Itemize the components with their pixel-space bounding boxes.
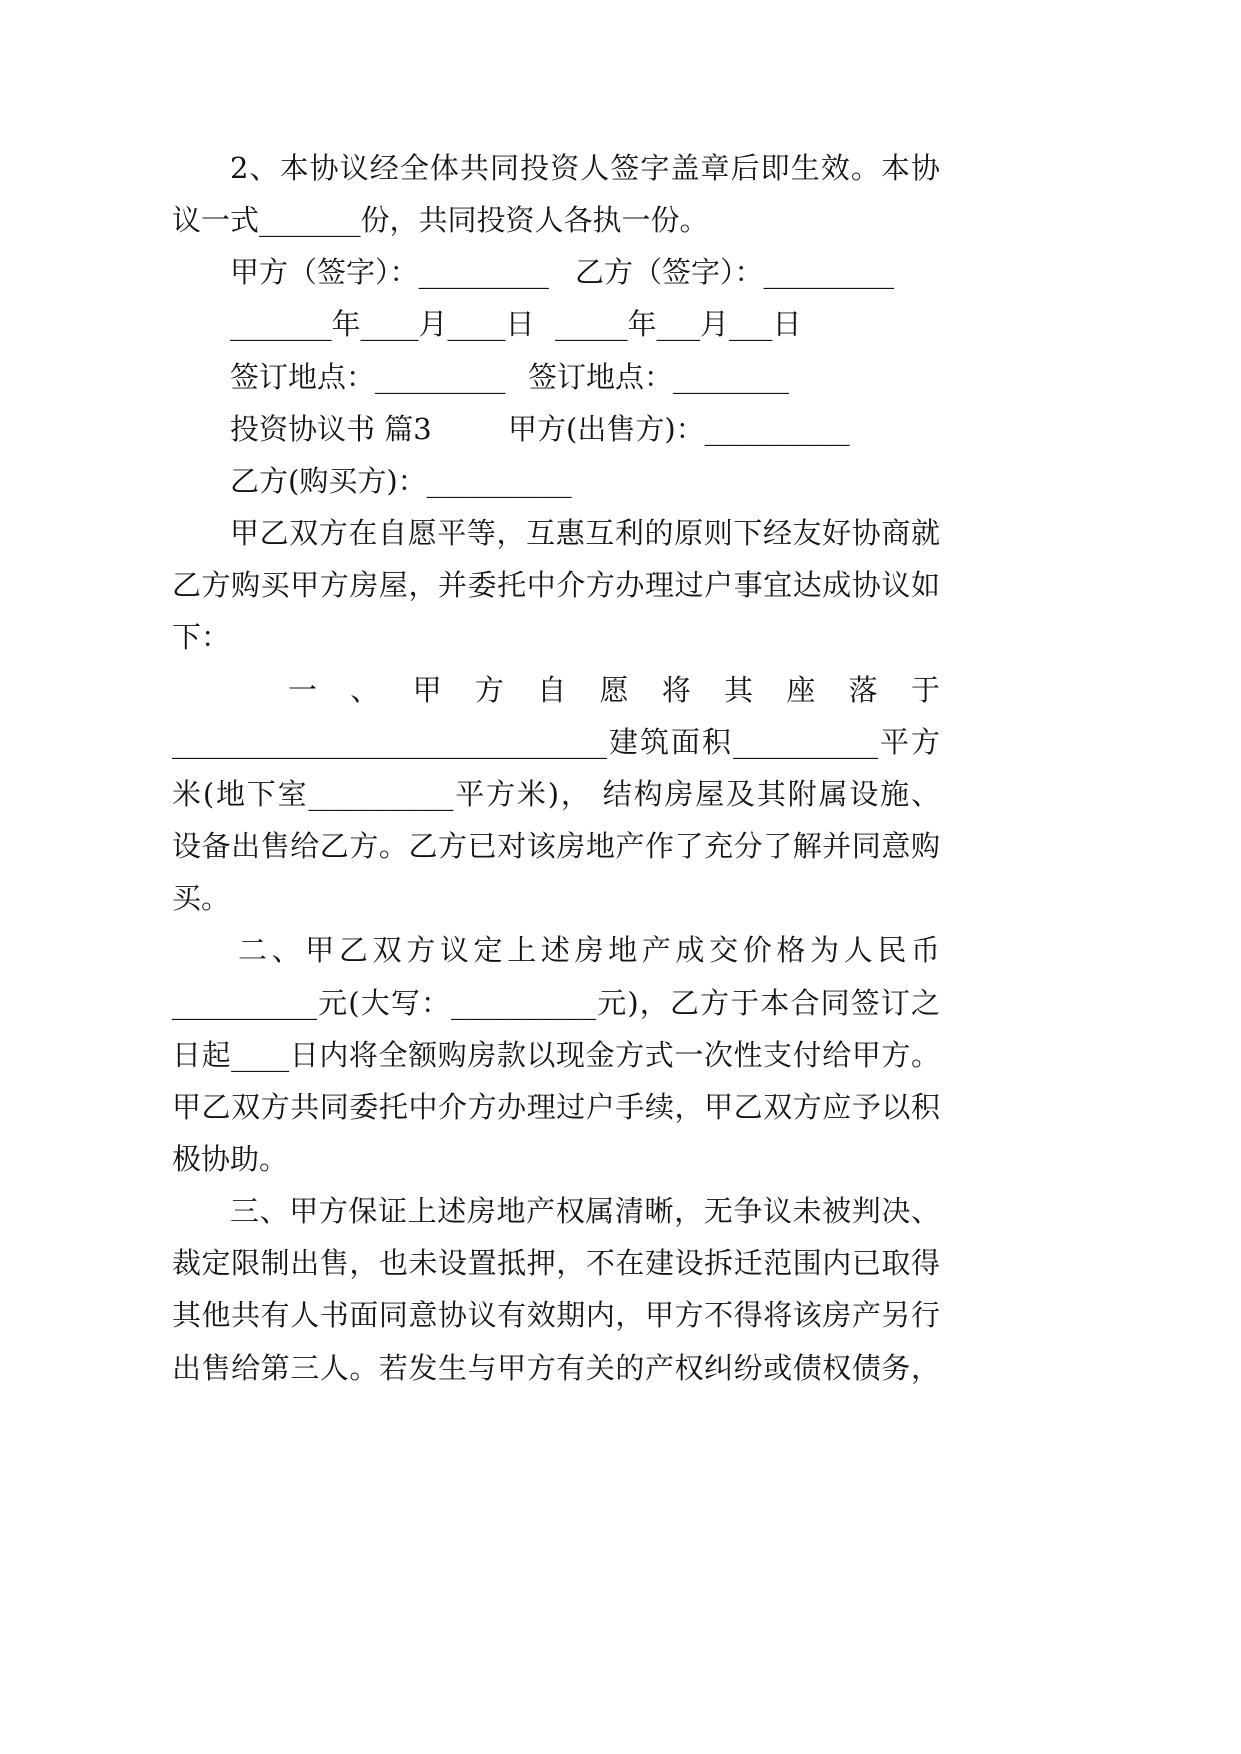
party-a-signing-date: _______年____月____日 (230, 307, 535, 342)
seller-field: 甲方(出售方)：__________ (508, 411, 850, 446)
article-3-line: 三、甲方保证上述房地产权属清晰，无争议未被判决、 (230, 1194, 940, 1229)
buyer-field: 乙方(购买方)：__________ (230, 463, 572, 498)
preamble-line: 下： (172, 620, 231, 655)
article-3-line: 出售给第三人。若发生与甲方有关的产权纠纷或债权债务， (172, 1350, 940, 1385)
party-b-signature-field: 乙方（签字）：_________ (575, 255, 895, 290)
document-body (172, 142, 940, 1394)
clause-2-line: 2、本协议经全体共同投资人签字盖章后即生效。本协 (230, 151, 940, 185)
signing-date-row (172, 298, 940, 350)
preamble-line: 甲乙双方在自愿平等，互惠互利的原则下经友好协商就 (230, 516, 940, 551)
party-b-signing-place: 签订地点：________ (528, 359, 790, 394)
article-2-line: 甲乙双方共同委托中介方办理过户手续，甲乙双方应予以积 (172, 1089, 940, 1124)
agreement-title: 投资协议书 篇3 (230, 411, 432, 446)
preamble-line: 乙方购买甲方房屋，并委托中介方办理过户事宜达成协议如 (172, 568, 940, 603)
agreement-title-row (172, 403, 940, 455)
article-1-line: 设备出售给乙方。乙方已对该房地产作了充分了解并同意购 (172, 829, 940, 864)
article-2-line: 极协助。 (172, 1141, 289, 1176)
article-1-line: 一、甲方自愿将其座落于 (288, 672, 940, 707)
signing-place-row (172, 351, 940, 403)
party-b-signing-date: _____年___月___日 (555, 307, 802, 342)
party-a-signing-place: 签订地点：_________ (230, 359, 506, 394)
party-a-signature-field: 甲方（签字）：_________ (230, 255, 550, 290)
article-1-line: 米(地下室__________平方米)， 结构房屋及其附属设施、 (172, 776, 940, 811)
signature-row (172, 246, 940, 298)
article-2-line: __________元(大写：__________元)，乙方于本合同签订之 (172, 985, 940, 1020)
article-3-line: 裁定限制出售，也未设置抵押，不在建设拆迁范围内已取得 (172, 1246, 940, 1281)
article-2-line: 二、甲乙双方议定上述房地产成交价格为人民币 (238, 933, 940, 968)
article-1-line: 买。 (172, 881, 231, 916)
article-1-line: ______________________________建筑面积__________平方 (172, 724, 940, 759)
clause-2-line: 议一式_______份，共同投资人各执一份。 (172, 203, 709, 238)
article-3-line: 其他共有人书面同意协议有效期内，甲方不得将该房产另行 (172, 1298, 940, 1333)
article-2-line: 日起____日内将全额购房款以现金方式一次性支付给甲方。 (172, 1037, 940, 1072)
